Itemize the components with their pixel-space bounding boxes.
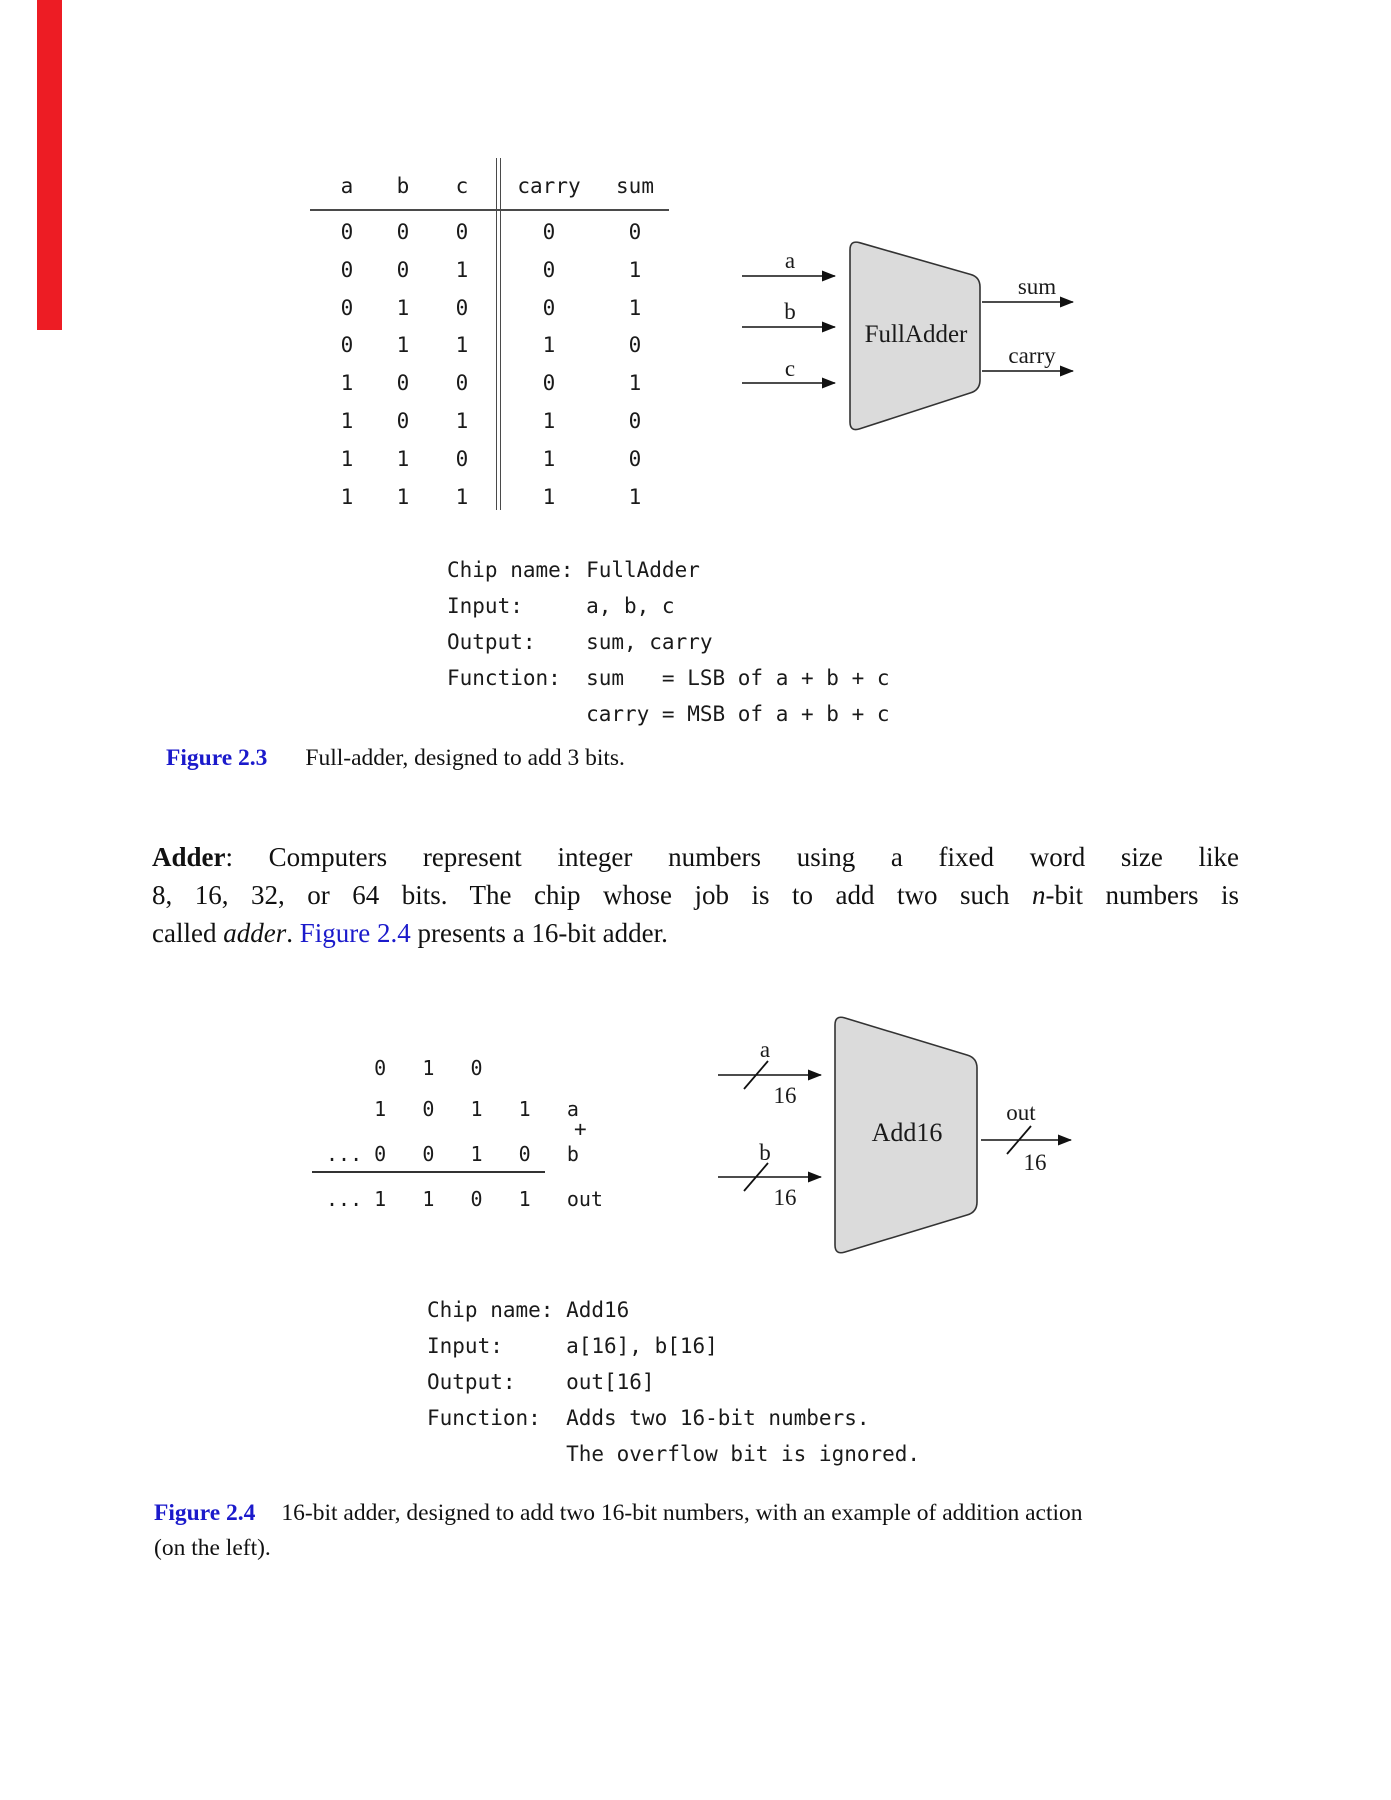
bus-width-b: 16	[773, 1185, 797, 1210]
paragraph-segment: presents a 16-bit adder.	[410, 918, 668, 948]
truth-table-cell: 1	[628, 484, 642, 509]
truth-table-cell: 1	[455, 257, 469, 282]
truth-table-cell: 1	[542, 446, 556, 471]
truth-table-cell: 1	[455, 333, 469, 358]
truth-table-cell: 0	[542, 220, 556, 244]
bus-width-a: 16	[773, 1083, 797, 1108]
truth-table-cell: 1	[542, 409, 556, 433]
spec-line: carry = MSB of a + b + c	[447, 702, 890, 726]
body-paragraph	[152, 838, 1239, 952]
truth-table-cell: 1	[542, 484, 556, 509]
add16-spec-block	[427, 1292, 920, 1472]
pin-label-c: c	[784, 356, 796, 381]
truth-table-cell: 0	[340, 333, 354, 358]
fulladder-spec-block	[447, 552, 890, 732]
figure-2-4-reference-link[interactable]: Figure 2.4	[299, 918, 411, 948]
paragraph-segment: n	[1032, 880, 1046, 910]
pin-label-a: a	[784, 248, 796, 273]
truth-table-cell: 0	[628, 446, 642, 471]
figure-2-4-caption-text: 16-bit adder, designed to add two 16-bit numbers, with an example of addition action	[281, 1500, 1083, 1526]
truth-table-header-cell: b	[396, 174, 410, 198]
pin-label-out16: out	[1006, 1100, 1036, 1125]
paragraph-line	[152, 838, 1239, 876]
paragraph-segment: Adder	[152, 842, 226, 872]
truth-table-io-divider	[496, 158, 501, 510]
truth-table-cell: 0	[455, 295, 469, 320]
pin-label-carry: carry	[1008, 343, 1056, 368]
truth-table-cell: 0	[396, 409, 410, 433]
addition-out-row: ... 1 1 0 1 out	[326, 1187, 603, 1211]
truth-table-cell: 0	[455, 220, 469, 244]
truth-table-cell: 0	[455, 371, 469, 396]
truth-table-cell: 1	[628, 295, 642, 320]
spec-line: Input: a[16], b[16]	[427, 1334, 718, 1358]
truth-table-cell: 1	[628, 257, 642, 282]
truth-table-cell: 1	[340, 446, 354, 471]
truth-table-cell: 1	[396, 446, 410, 471]
figure-2-3-caption	[166, 745, 625, 772]
paragraph-line	[152, 876, 1239, 914]
truth-table-cell: 0	[340, 220, 354, 244]
figure-2-4-caption-line1	[154, 1500, 1083, 1527]
truth-table-header-rule	[310, 209, 669, 211]
truth-table-cell: 1	[340, 371, 354, 396]
addition-carry-row: 0 1 0	[326, 1056, 483, 1080]
truth-table-cell: 0	[396, 371, 410, 396]
truth-table-cell: 1	[628, 371, 642, 396]
truth-table-header-cell: sum	[616, 174, 654, 198]
bus-width-out: 16	[1023, 1150, 1047, 1175]
truth-table-cell: 0	[396, 257, 410, 282]
figure-2-4-caption-label: Figure 2.4	[154, 1500, 256, 1526]
paragraph-segment: .	[286, 918, 300, 948]
truth-table-header-cell: a	[340, 174, 354, 198]
truth-table-cell: 1	[455, 484, 469, 509]
spec-line: Output: sum, carry	[447, 630, 713, 654]
plus-sign: +	[574, 1117, 587, 1141]
truth-table-cell: 0	[340, 295, 354, 320]
truth-table-cell: 1	[396, 484, 410, 509]
truth-table-cell: 1	[340, 409, 354, 433]
pin-label-sum: sum	[1017, 274, 1057, 299]
paragraph-segment: 8, 16, 32, or 64 bits. The chip whose job is to add two such	[152, 880, 1032, 910]
truth-table-cell: 0	[455, 446, 469, 471]
pin-label-b: b	[784, 299, 796, 324]
spec-line: Chip name: Add16	[427, 1298, 630, 1322]
truth-table-cell: 0	[340, 257, 354, 282]
truth-table-cell: 0	[396, 220, 410, 244]
chip-label-fulladder: FullAdder	[864, 321, 968, 348]
truth-table-cell: 0	[628, 333, 642, 358]
truth-table-header-cell: carry	[517, 174, 581, 198]
truth-table-cell: 1	[455, 409, 469, 433]
paragraph-segment: -bit numbers is	[1045, 880, 1239, 910]
spec-line: Function: sum = LSB of a + b + c	[447, 666, 890, 690]
chip-label-add16: Add16	[871, 1118, 943, 1147]
spec-line: Input: a, b, c	[447, 594, 675, 618]
fulladder-diagram	[630, 195, 1110, 460]
add16-diagram	[650, 985, 1120, 1280]
figure-2-3-caption-text: Full-adder, designed to add 3 bits.	[305, 745, 625, 771]
truth-table-cell: 0	[628, 409, 642, 433]
paragraph-line	[152, 914, 1239, 952]
figure-2-4-caption-line2: (on the left).	[154, 1535, 271, 1561]
addition-sum-rule	[312, 1171, 545, 1173]
spec-line: Output: out[16]	[427, 1370, 655, 1394]
truth-table-cell: 1	[340, 484, 354, 509]
truth-table-header-cell: c	[455, 174, 469, 198]
spec-line: The overflow bit is ignored.	[427, 1442, 921, 1466]
pin-label-a16: a	[759, 1037, 771, 1062]
figure-2-3-caption-label: Figure 2.3	[166, 745, 268, 771]
paragraph-segment: adder	[223, 918, 287, 948]
truth-table-cell: 0	[542, 295, 556, 320]
spec-line: Chip name: FullAdder	[447, 558, 700, 582]
bookmark-ribbon	[37, 0, 62, 330]
truth-table-cell: 0	[542, 257, 556, 282]
addition-a-row: 1 0 1 1 a	[326, 1097, 579, 1121]
truth-table-cell: 1	[542, 333, 556, 358]
spec-line: Function: Adds two 16-bit numbers.	[427, 1406, 870, 1430]
truth-table-cell: 1	[396, 333, 410, 358]
paragraph-segment: called	[152, 918, 224, 948]
paragraph-segment: : Computers represent integer numbers using a fixed word size like	[225, 842, 1239, 872]
truth-table-cell: 0	[542, 371, 556, 396]
addition-b-row: ... 0 0 1 0 b	[326, 1142, 579, 1166]
truth-table-cell: 1	[396, 295, 410, 320]
truth-table-cell: 0	[628, 220, 642, 244]
pin-label-b16: b	[759, 1140, 771, 1165]
